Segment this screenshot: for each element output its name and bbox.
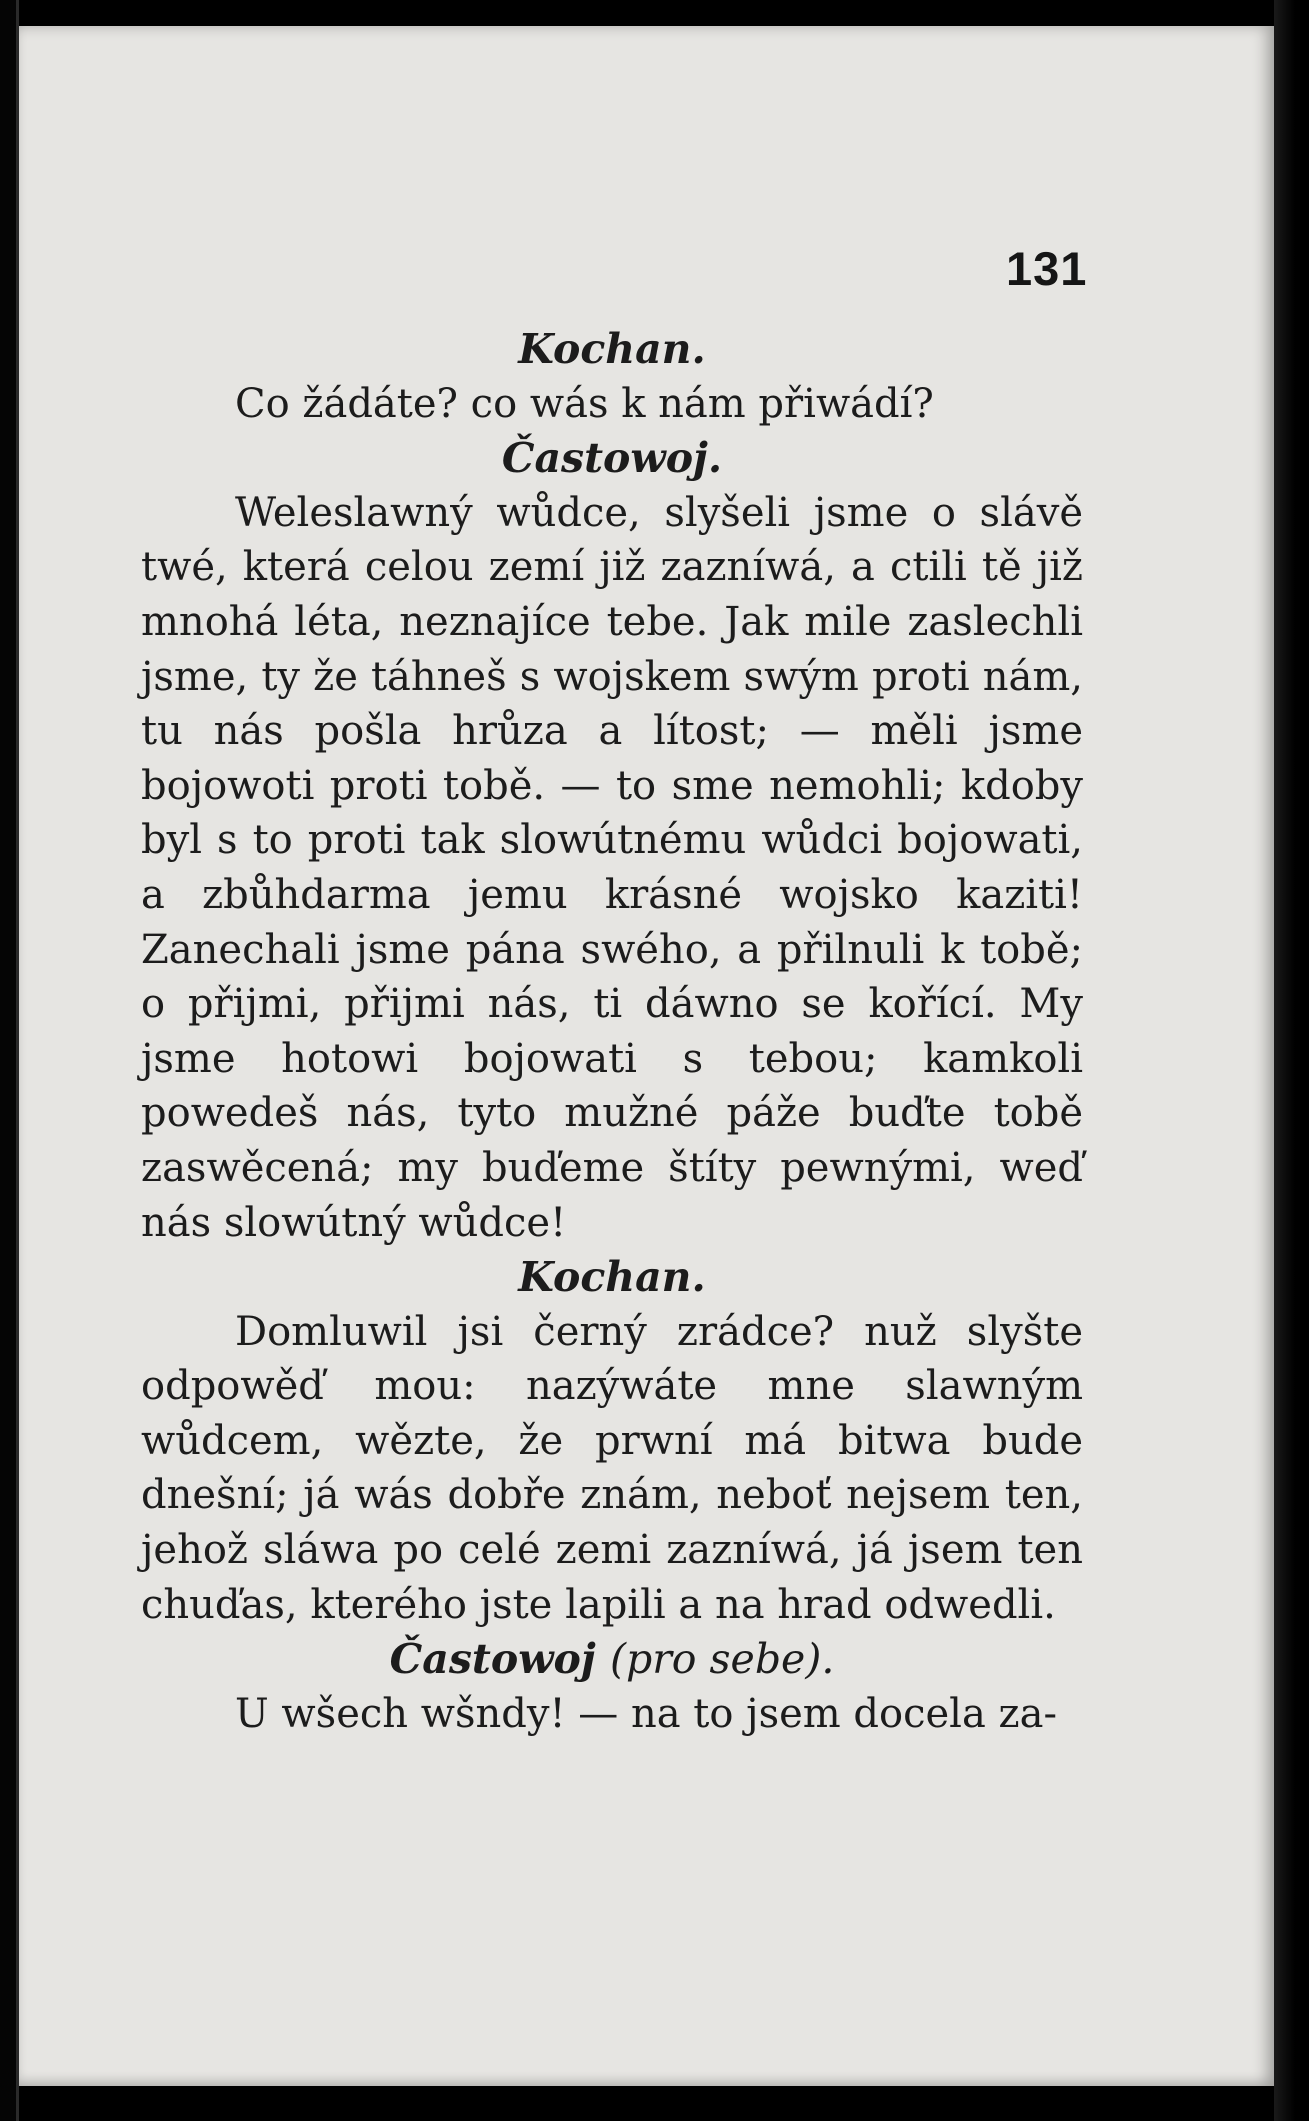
speech-paragraph: U wšech wšndy! — na to jsem docela za- [235,1690,1057,1737]
page-number: 131 [1006,242,1088,295]
speaker-name: Častowoj [389,1635,596,1684]
speaker-heading [141,1632,1083,1687]
page-text [141,322,1083,1741]
speaker-heading: Kochan. [518,325,706,373]
speaker-heading: Kochan. [518,1253,706,1302]
scan-right-border [1274,0,1309,2121]
speech-paragraph: Co žádáte? co wás k nám přiwádí? [235,380,934,427]
speech-paragraph: Weleslawný wůdce, slyšeli jsme o slávě twé, která celou zemí již zazníwá, a ctili tě již mnohá léta, neznajíce tebe. Jak mile zaslechli jsme, ty že táhneš s wojskem swým proti nám, tu nás pošla hrůza a lítost; — měli jsme bojowoti proti tobě. — to sme nemohli; kdoby byl s to proti tak slowútnému wůdci bojowati, a zbůhdarma jemu krásné wojsko kaziti! Zanechali jsme pána swého, a přilnuli k tobě; o přijmi, přijmi nás, ti dáwno se kořící. My jsme hotowi bojowati s tebou; kamkoli powedeš nás, tyto mužné páže buďte tobě zaswěcená; my buďeme štíty pewnými, weď nás slowútný wůdce! [141,489,1083,1246]
stage-direction: (pro sebe). [609,1635,835,1684]
speech-paragraph: Domluwil jsi černý zrádce? nuž slyšte odpowěď mou: nazýwáte mne slawným wůdcem, wězte, že prwní má bitwa bude dnešní; já wás dobře znám, neboť nejsem ten, jehož sláwa po celé zemi zazníwá, já jsem ten chuďas, kterého jste lapili a na hrad odwedli. [141,1308,1083,1628]
speaker-heading: Častowoj. [501,434,723,483]
scan-left-border [0,0,16,2121]
